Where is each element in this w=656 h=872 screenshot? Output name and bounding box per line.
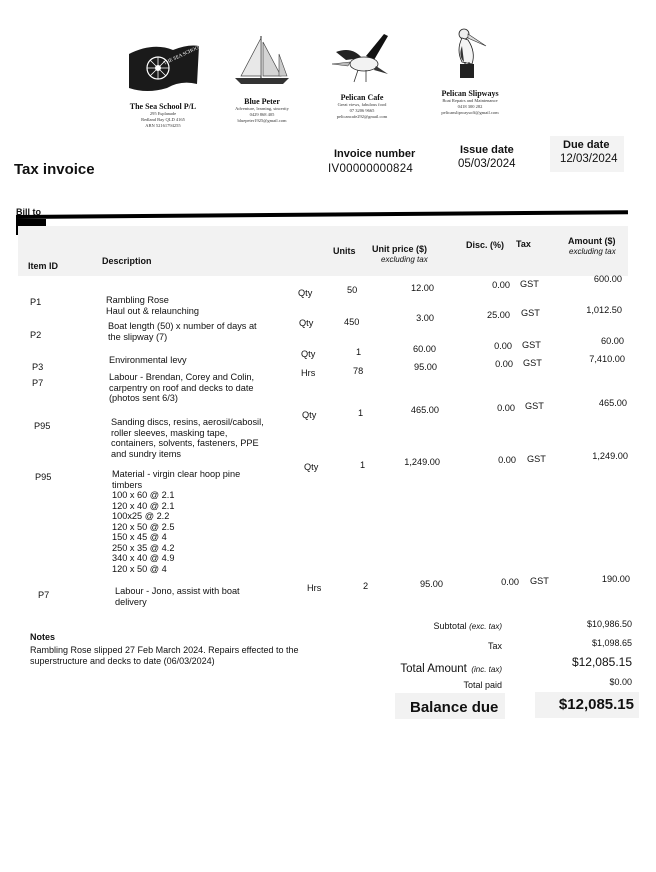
bill-to-label: Bill to bbox=[16, 207, 41, 217]
company-line: ABN 52161794255 bbox=[145, 123, 181, 128]
company-line: bluepeter1925@gmail.com bbox=[237, 118, 287, 123]
sea-school-emblem: THE SEA SCHOOL bbox=[162, 44, 203, 67]
row-price: 12.00 bbox=[411, 283, 434, 293]
due-date-label: Due date bbox=[563, 139, 610, 151]
logo-blue-peter bbox=[207, 32, 317, 124]
company-line: 07 3206 9665 bbox=[349, 108, 375, 113]
desc-line: the slipway (7) bbox=[108, 331, 168, 342]
row-description bbox=[106, 295, 296, 316]
row-tax: GST bbox=[530, 576, 549, 586]
company-line: Great views, fabulous food bbox=[337, 102, 387, 107]
issue-date: 05/03/2024 bbox=[458, 158, 516, 170]
col-unit-price-sub: excluding tax bbox=[381, 255, 428, 264]
row-units: 2 bbox=[363, 581, 369, 591]
row-amount: 1,012.50 bbox=[586, 305, 622, 315]
row-item-id: P3 bbox=[32, 362, 44, 372]
total-paid-value: $0.00 bbox=[609, 677, 632, 687]
company-name: The Sea School P/L bbox=[129, 102, 197, 111]
company-line: 0418 300 282 bbox=[457, 104, 483, 109]
desc-line: 120 x 50 @ 2.5 bbox=[112, 521, 175, 532]
row-units: 1 bbox=[356, 347, 362, 357]
row-tax: GST bbox=[521, 308, 540, 318]
total-amount-text: Total Amount bbox=[400, 663, 467, 675]
total-amount-label bbox=[360, 659, 502, 677]
company-name: Blue Peter bbox=[244, 97, 280, 106]
tax-value: $1,098.65 bbox=[591, 638, 632, 648]
row-item-id: P95 bbox=[35, 472, 52, 482]
perched-pelican-icon bbox=[440, 24, 500, 82]
total-amount-value: $12,085.15 bbox=[571, 655, 632, 669]
desc-line: 250 x 35 @ 4.2 bbox=[112, 542, 175, 553]
subtotal-value: $10,986.50 bbox=[586, 619, 632, 629]
desc-line: Sanding discs, resins, aerosil/cabosil, bbox=[111, 417, 264, 427]
notes-label: Notes bbox=[30, 632, 56, 642]
notes-text bbox=[30, 645, 350, 667]
row-disc: 0.00 bbox=[501, 577, 519, 587]
col-units: Units bbox=[333, 246, 356, 256]
desc-line: roller sleeves, masking tape, bbox=[111, 427, 228, 438]
row-item-id: P1 bbox=[30, 297, 42, 307]
row-amount: 1,249.00 bbox=[592, 451, 628, 461]
desc-line: timbers bbox=[112, 479, 143, 490]
flying-pelican-icon bbox=[322, 30, 402, 86]
desc-line: Labour - Jono, assist with boat bbox=[115, 586, 240, 596]
total-amount-note: (inc. tax) bbox=[471, 665, 502, 674]
sailboat-icon bbox=[227, 32, 297, 90]
row-amount: 465.00 bbox=[598, 398, 627, 408]
row-price: 1,249.00 bbox=[404, 457, 440, 467]
row-tax: GST bbox=[527, 454, 546, 464]
row-disc: 0.00 bbox=[494, 341, 512, 351]
row-tax: GST bbox=[523, 358, 542, 368]
row-disc: 0.00 bbox=[498, 455, 516, 465]
row-units: 50 bbox=[347, 285, 358, 295]
row-uom: Qty bbox=[298, 288, 313, 298]
row-disc: 0.00 bbox=[495, 359, 513, 369]
desc-line: Material - virgin clear hoop pine bbox=[112, 469, 241, 479]
desc-line: Environmental levy bbox=[109, 355, 187, 365]
due-date: 12/03/2024 bbox=[560, 153, 618, 165]
company-line: Adventure, learning, sincerity bbox=[235, 106, 289, 111]
row-tax: GST bbox=[525, 401, 544, 411]
desc-line: Boat length (50) x number of days at bbox=[108, 321, 257, 331]
row-uom: Qty bbox=[299, 318, 314, 328]
row-tax: GST bbox=[520, 279, 539, 289]
notes-line: Rambling Rose slipped 27 Feb March 2024. Repairs effected to the bbox=[30, 645, 299, 655]
col-tax: Tax bbox=[516, 239, 531, 249]
company-line: Boat Repairs and Maintenance bbox=[442, 98, 498, 103]
document-title: Tax invoice bbox=[14, 161, 95, 178]
row-tax: GST bbox=[522, 340, 541, 350]
row-price: 3.00 bbox=[416, 313, 434, 323]
company-line: 295 Esplanade bbox=[149, 111, 177, 116]
row-item-id: P95 bbox=[34, 421, 51, 431]
logo-pelican-cafe bbox=[307, 30, 417, 120]
desc-line: carpentry on roof and decks to date bbox=[109, 382, 254, 393]
row-amount: 190.00 bbox=[601, 574, 630, 584]
subtotal-note: (exc. tax) bbox=[469, 622, 502, 631]
subtotal-text: Subtotal bbox=[433, 621, 467, 631]
desc-line: (photos sent 6/3) bbox=[109, 393, 178, 403]
row-units: 1 bbox=[360, 460, 366, 470]
row-amount: 7,410.00 bbox=[589, 354, 625, 364]
sea-school-flag-logo bbox=[123, 40, 203, 95]
invoice-number-label: Invoice number bbox=[334, 148, 416, 160]
desc-line: 150 x 45 @ 4 bbox=[112, 532, 167, 542]
row-units: 78 bbox=[353, 366, 364, 376]
subtotal-label bbox=[380, 621, 502, 631]
row-uom: Qty bbox=[301, 349, 316, 359]
row-uom: Hrs bbox=[307, 583, 322, 593]
row-amount: 600.00 bbox=[593, 274, 622, 284]
row-price: 60.00 bbox=[413, 344, 436, 354]
issue-date-label: Issue date bbox=[460, 144, 514, 156]
company-line: pelicanslipwaysoff@gmail.com bbox=[441, 110, 499, 115]
company-name: Pelican Cafe bbox=[340, 93, 384, 102]
row-disc: 25.00 bbox=[487, 310, 510, 320]
table-top-rule bbox=[16, 210, 628, 219]
col-description: Description bbox=[102, 256, 152, 266]
row-description bbox=[109, 355, 299, 366]
col-amount: Amount ($) bbox=[568, 236, 616, 246]
row-description bbox=[111, 417, 301, 459]
company-name: Pelican Slipways bbox=[441, 89, 499, 98]
total-paid-label: Total paid bbox=[463, 680, 502, 690]
col-discount: Disc. (%) bbox=[466, 240, 505, 250]
row-description bbox=[112, 469, 302, 574]
row-uom: Qty bbox=[302, 410, 317, 420]
row-description bbox=[108, 321, 298, 342]
desc-line: delivery bbox=[115, 596, 147, 607]
row-item-id: P7 bbox=[38, 590, 50, 600]
row-item-id: P2 bbox=[30, 330, 42, 340]
row-disc: 0.00 bbox=[497, 403, 515, 413]
tax-label: Tax bbox=[487, 641, 502, 651]
desc-line: Rambling Rose bbox=[106, 295, 169, 305]
balance-due-label: Balance due bbox=[410, 699, 499, 716]
logo-pelican-slipways bbox=[415, 24, 525, 116]
company-line: 0429 868 405 bbox=[249, 112, 275, 117]
desc-line: Labour - Brendan, Corey and Colin, bbox=[109, 372, 255, 382]
desc-line: 100x25 @ 2.2 bbox=[112, 511, 170, 521]
col-amount-sub: excluding tax bbox=[569, 247, 616, 256]
row-uom: Qty bbox=[304, 462, 319, 472]
company-line: Redland Bay QLD 4165 bbox=[141, 117, 185, 122]
desc-line: and sundry items bbox=[111, 448, 181, 459]
logo-sea-school bbox=[108, 40, 218, 129]
row-units: 1 bbox=[358, 408, 364, 418]
row-description bbox=[109, 372, 299, 404]
table-header-band bbox=[18, 226, 628, 276]
col-unit-price: Unit price ($) bbox=[372, 244, 428, 254]
balance-due-value: $12,085.15 bbox=[558, 696, 634, 713]
row-item-id: P7 bbox=[32, 378, 44, 388]
row-price: 465.00 bbox=[410, 405, 439, 415]
invoice-number: IV00000000824 bbox=[328, 163, 414, 175]
company-line: pelicancafe292@gmail.com bbox=[336, 114, 388, 119]
row-uom: Hrs bbox=[301, 368, 316, 378]
desc-line: 120 x 40 @ 2.1 bbox=[112, 500, 175, 511]
notes-line: superstructure and decks to date (06/03/2024) bbox=[30, 656, 215, 666]
desc-line: 340 x 40 @ 4.9 bbox=[112, 553, 175, 563]
desc-line: 120 x 50 @ 4 bbox=[112, 563, 167, 574]
col-item-id: Item ID bbox=[28, 261, 59, 271]
row-price: 95.00 bbox=[420, 579, 443, 589]
row-amount: 60.00 bbox=[601, 336, 624, 346]
row-description bbox=[115, 586, 305, 607]
row-units: 450 bbox=[344, 317, 360, 327]
desc-line: Haul out & relaunching bbox=[106, 305, 199, 316]
desc-line: 100 x 60 @ 2.1 bbox=[112, 490, 175, 500]
row-disc: 0.00 bbox=[492, 280, 510, 290]
row-price: 95.00 bbox=[414, 362, 437, 372]
desc-line: containers, solvents, fasteners, PPE bbox=[111, 438, 259, 448]
